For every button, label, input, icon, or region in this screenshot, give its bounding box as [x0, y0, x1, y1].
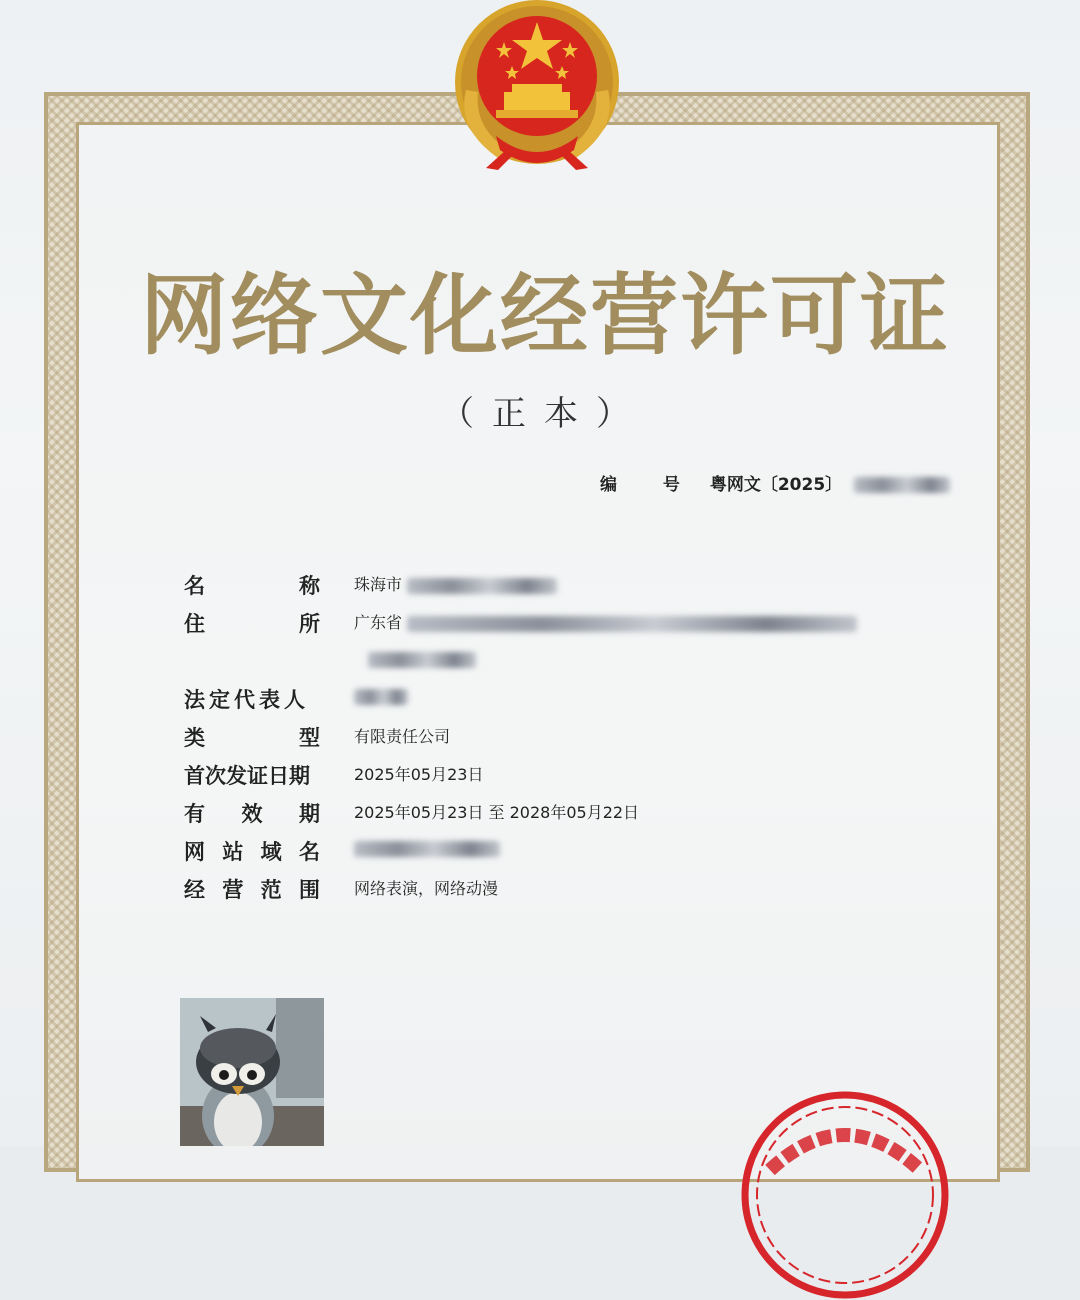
- field-label-address: 住 所: [184, 612, 320, 636]
- field-value-legal-rep: [354, 686, 408, 705]
- official-seal-icon: [740, 1090, 950, 1300]
- field-row-address: [184, 604, 884, 680]
- redacted-address: [407, 616, 857, 632]
- field-label-name: 名 称: [184, 574, 320, 598]
- field-label-legal-rep: [184, 684, 320, 714]
- certificate-number-value: 粤网文〔2025〕: [709, 475, 843, 495]
- penguin-figurine-photo: [180, 998, 324, 1146]
- field-label-domain: 网 站 域 名: [184, 840, 320, 864]
- field-row-name: [184, 566, 884, 604]
- redacted-address-line2: [368, 652, 476, 668]
- field-value-first-issue-date: 2025年05月23日: [354, 765, 484, 784]
- redacted-legal-rep: [354, 689, 408, 705]
- label-text: 首次发证日期: [184, 764, 310, 788]
- certificate-title: 网络文化经营许可证: [140, 263, 951, 367]
- field-value-name: [354, 572, 557, 595]
- redacted-number: [854, 477, 950, 493]
- field-label-scope: 经 营 范 围: [184, 878, 320, 902]
- field-row-first-issue-date: [184, 756, 884, 794]
- redacted-company-name: [407, 578, 557, 594]
- field-row-scope: [184, 870, 884, 908]
- national-emblem-icon: [446, 0, 628, 176]
- field-row-validity: [184, 794, 884, 832]
- field-row-type: [184, 718, 884, 756]
- field-label-first-issue-date: [184, 760, 320, 790]
- field-label-type: 类 型: [184, 726, 320, 750]
- field-row-legal-rep: [184, 680, 884, 718]
- field-label-validity: 有 效 期: [184, 802, 320, 826]
- field-value-validity: 2025年05月23日 至 2028年05月22日: [354, 803, 640, 822]
- penguin-figurine-icon: [180, 998, 324, 1146]
- certificate-number-label: 编 号: [600, 475, 700, 495]
- field-value-address: [354, 610, 857, 668]
- redacted-domain: [354, 841, 500, 857]
- license-fields: [184, 566, 884, 908]
- field-row-domain: [184, 832, 884, 870]
- value-text: 珠海市: [354, 575, 403, 594]
- label-text: 法定代表人: [184, 688, 309, 712]
- field-value-scope: 网络表演，网络动漫: [354, 879, 499, 898]
- field-value-type: 有限责任公司: [354, 727, 451, 746]
- value-text: 广东省: [354, 613, 403, 632]
- field-value-domain: [354, 838, 500, 857]
- certificate-number-row: [600, 470, 950, 495]
- certificate-subtitle: （正本）: [440, 394, 648, 434]
